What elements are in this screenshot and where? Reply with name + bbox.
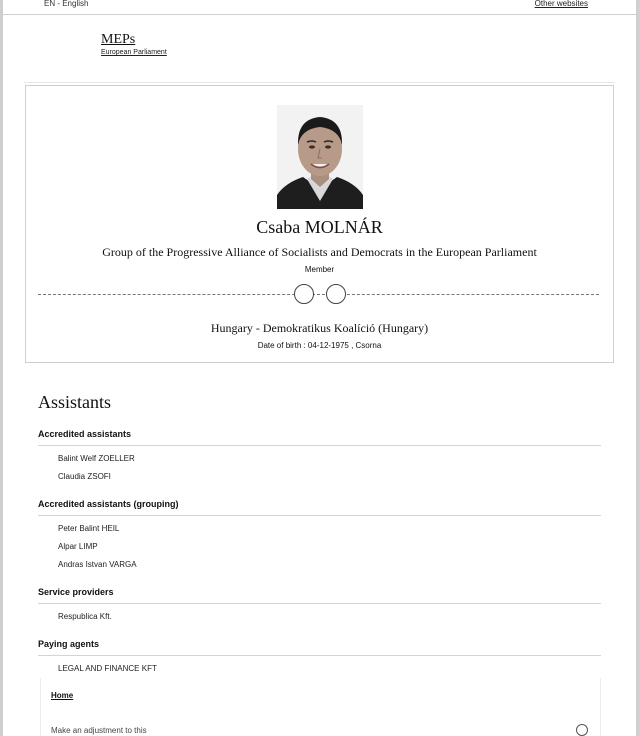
- political-group: Group of the Progressive Alliance of Socialists and Democrats in the European Parliament: [102, 245, 537, 259]
- portrait-illustration: [277, 105, 363, 209]
- expand-circle-icon[interactable]: [576, 724, 588, 736]
- header-divider: [24, 82, 615, 83]
- site-subtitle-link[interactable]: European Parliament: [101, 49, 167, 56]
- list-item: Alpar LIMP: [58, 542, 98, 551]
- section-heading-service-providers: Service providers: [38, 587, 114, 597]
- footer-cutoff-text[interactable]: Make an adjustment to this: [51, 726, 147, 735]
- date-of-birth: Date of birth : 04-12-1975 , Csorna: [257, 341, 382, 350]
- party-logo-circle-icon: [326, 284, 346, 304]
- section-heading-accredited: Accredited assistants: [38, 429, 132, 439]
- home-link[interactable]: Home: [51, 691, 74, 700]
- other-websites-link[interactable]: Other websites: [534, 0, 588, 8]
- list-item: Balint Welf ZOELLER: [58, 454, 135, 463]
- section-heading-paying-agents: Paying agents: [38, 639, 100, 649]
- language-selector[interactable]: EN - English: [44, 0, 89, 8]
- country-party: Hungary - Demokratikus Koalíció (Hungary): [210, 321, 429, 335]
- list-item: Respublica Kft.: [58, 612, 112, 621]
- top-bar: [3, 0, 636, 15]
- dashed-divider: [38, 294, 599, 295]
- section-divider: [38, 603, 601, 604]
- site-brand[interactable]: [101, 32, 167, 56]
- footer-panel: [40, 678, 601, 736]
- group-logo-circle-icon: [294, 284, 314, 304]
- mep-profile-card: [25, 85, 614, 363]
- list-item: Peter Balint HEIL: [58, 524, 120, 533]
- section-divider: [38, 515, 601, 516]
- section-divider: [38, 445, 601, 446]
- list-item: Andras Istvan VARGA: [58, 560, 137, 569]
- section-divider: [38, 655, 601, 656]
- list-item: LEGAL AND FINANCE KFT: [58, 664, 157, 673]
- section-heading-accredited-grouping: Accredited assistants (grouping): [38, 499, 179, 509]
- mep-portrait-photo: [277, 105, 363, 209]
- site-title-link[interactable]: MEPs: [101, 32, 136, 47]
- mep-name: Csaba MOLNÁR: [256, 217, 383, 237]
- mep-role: Member: [304, 265, 335, 274]
- window-frame-left: [0, 0, 3, 736]
- assistants-heading: Assistants: [38, 392, 112, 412]
- list-item: Claudia ZSOFI: [58, 472, 111, 481]
